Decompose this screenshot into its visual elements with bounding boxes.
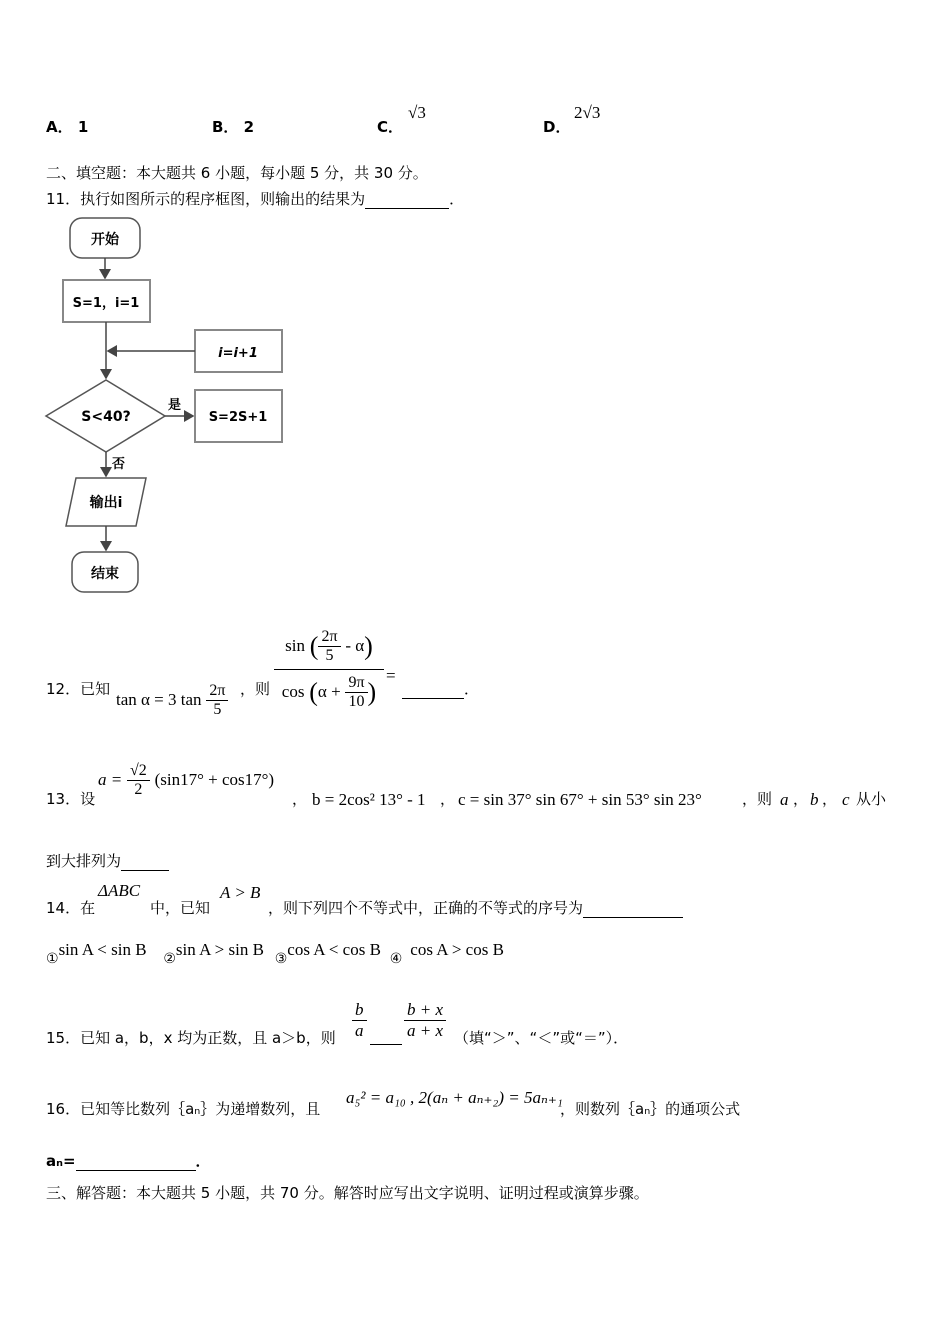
q12-answer-blank <box>402 680 464 699</box>
q12-num-inner-den: 5 <box>325 647 334 664</box>
q13-b-expr: b = 2cos² 13° - 1 <box>312 790 426 809</box>
q15-answer-blank <box>370 1026 402 1045</box>
q15-fraction-1 <box>352 1000 367 1041</box>
q13-sep3: ， <box>793 790 809 808</box>
q14-answer-blank <box>583 899 683 918</box>
q14-triangle: ΔABC <box>98 881 141 900</box>
q12-equals: = <box>386 666 396 685</box>
q14-prefix: 在 <box>80 899 96 917</box>
q13-var-c: c <box>842 790 850 809</box>
q14-middle: 中，已知 <box>150 899 211 917</box>
q15-f1-num: b <box>352 1000 367 1021</box>
q13-number: 13． <box>46 790 81 808</box>
flow-start-text: 开始 <box>91 232 119 248</box>
q14-text-body: ，则下列四个不等式中，正确的不等式的序号为 <box>268 899 584 917</box>
q15-hint: （填“＞”、“＜”或“＝”）． <box>454 1029 629 1047</box>
q14-choice-3-mark: ③ <box>274 951 288 967</box>
q12-num-inner-num: 2π <box>318 628 340 647</box>
q16-end: ． <box>195 1152 211 1170</box>
q16-text2: ，则数列｛aₙ｝的通项公式 <box>560 1100 741 1118</box>
q14-lead <box>46 897 95 918</box>
section3-heading: 三、解答题：本大题共 5 小题，共 70 分。解答时应写出文字说明、证明过程或演算步骤。 <box>46 1184 649 1202</box>
q14-choice-2-expr: sin A > sin B <box>175 940 264 959</box>
option-b-label: B． <box>212 118 239 136</box>
q16-lead <box>46 1098 320 1119</box>
q13-c-expr: c = sin 37° sin 67° + sin 53° sin 23° <box>458 790 702 809</box>
q16-answer-blank <box>76 1152 196 1171</box>
q13-a-lhs: a = <box>98 770 123 789</box>
q15-f2-den: a + x <box>407 1021 444 1040</box>
q15-lead <box>46 1027 336 1048</box>
q12-den-inner-num: 9π <box>345 674 367 693</box>
q14-choices <box>46 940 504 967</box>
q13-sep2: ， <box>440 790 456 808</box>
q13-a-rhs: (sin17° + cos17°) <box>154 770 275 789</box>
q16-expr: a₅² = a₁₀ , 2(aₙ + aₙ₊₂) = 5aₙ₊₁ <box>346 1088 563 1107</box>
q13-a-frac-num: √2 <box>127 762 150 781</box>
q16-line2-text: aₙ= <box>46 1152 76 1170</box>
flow-end-text: 结束 <box>91 566 119 582</box>
q12-num-tail: - α <box>345 636 365 655</box>
option-a-label: A． <box>46 118 73 136</box>
q14-choice-3-expr: cos A < cos B <box>287 940 381 959</box>
flow-increment-text: i=i+1 <box>218 346 258 361</box>
q14-choice-4-expr: cos A > cos B <box>410 940 504 959</box>
q12-prefix: 已知 <box>80 680 111 698</box>
q13-then: ，则 <box>742 790 773 808</box>
q15-number: 15． <box>46 1029 81 1047</box>
q12-den-fn: cos <box>281 682 305 701</box>
q12-den-inner-den: 10 <box>348 693 365 710</box>
q12-den-inner-frac <box>345 674 367 711</box>
q13-line2 <box>46 850 169 871</box>
q13-a-frac <box>127 762 150 799</box>
q12-number: 12． <box>46 680 81 698</box>
q12-given-frac-num: 2π <box>206 682 228 701</box>
q13-sep4: ， <box>822 790 838 808</box>
q11 <box>46 188 464 209</box>
flow-output-text: 输出i <box>89 495 123 511</box>
q14-number: 14． <box>46 899 81 917</box>
q16-number: 16． <box>46 1100 81 1118</box>
q12-num-rparen: ) <box>364 631 373 661</box>
option-b <box>212 116 254 137</box>
q13-var-a: a <box>780 790 789 809</box>
q12-given <box>116 682 228 719</box>
q15-f2-num: b + x <box>404 1000 446 1021</box>
option-c-label: C． <box>377 118 404 136</box>
flowchart <box>40 210 300 600</box>
q12-den-head: α + <box>317 682 341 701</box>
option-d-label: D． <box>543 118 571 136</box>
q12-den-lparen: ( <box>309 677 318 707</box>
q14-choice-2-mark: ② <box>163 951 176 967</box>
q12-num-inner-frac <box>318 628 340 665</box>
q16-text: 已知等比数列｛aₙ｝为递增数列，且 <box>80 1100 321 1118</box>
q15-f1-den: a <box>355 1021 364 1040</box>
q13-tail: 从小 <box>856 790 887 808</box>
q15-fraction-2 <box>404 1000 446 1041</box>
q14-text <box>268 897 683 918</box>
q13-var-b: b <box>810 790 819 809</box>
option-d-value: 2√3 <box>574 103 601 122</box>
q12-then: ，则 <box>240 680 271 698</box>
q13-line2-text: 到大排列为 <box>46 852 122 870</box>
q12-end: ． <box>464 680 480 698</box>
q12-num-lparen: ( <box>309 631 319 661</box>
q12-num-fn: sin <box>285 636 306 655</box>
q12-given-expr: tan α = 3 tan <box>116 690 202 709</box>
q12-answer <box>402 678 479 699</box>
q12-given-frac <box>206 682 228 719</box>
q14-choice-1-mark: ① <box>46 951 59 967</box>
q13-sep1: ， <box>292 790 308 808</box>
q15-f2 <box>404 1000 446 1041</box>
q14-choice-4-mark: ④ <box>389 951 403 967</box>
q12-lead <box>46 678 110 699</box>
q12-den-rparen: ) <box>367 677 377 707</box>
option-a <box>46 116 88 137</box>
q14-choice-1-expr: sin A < sin B <box>58 940 147 959</box>
q11-text: 执行如图所示的程序框图，则输出的结果为 <box>80 190 366 208</box>
q11-answer-blank <box>365 190 449 209</box>
q12-denominator <box>274 670 384 711</box>
q13-a-expr <box>98 762 274 799</box>
q13-answer-blank <box>121 852 169 871</box>
q12-big-fraction <box>274 628 384 711</box>
q11-number: 11． <box>46 190 81 208</box>
option-a-value: 1 <box>77 118 89 136</box>
q13-prefix: 设 <box>80 790 96 808</box>
flow-yes-label: 是 <box>168 398 182 413</box>
flow-init-text: S=1，i=1 <box>72 296 140 311</box>
q15-f1 <box>352 1000 367 1041</box>
section2-heading: 二、填空题：本大题共 6 小题，每小题 5 分，共 30 分。 <box>46 164 428 182</box>
flow-update-text: S=2S+1 <box>208 410 268 425</box>
q11-end: ． <box>449 190 465 208</box>
q13-lead <box>46 788 95 809</box>
q15-text: 已知 a，b，x 均为正数，且 a＞b，则 <box>80 1029 336 1047</box>
flow-condition-text: S<40? <box>81 409 131 425</box>
q12-numerator <box>274 628 384 670</box>
q12-given-frac-den: 5 <box>213 701 222 718</box>
option-b-value: 2 <box>243 118 255 136</box>
option-c-value: √3 <box>408 103 426 122</box>
flow-no-label: 否 <box>112 457 126 472</box>
q14-cond: A > B <box>220 883 261 902</box>
q13-a-frac-den: 2 <box>134 781 143 798</box>
q16-line2 <box>46 1150 211 1171</box>
